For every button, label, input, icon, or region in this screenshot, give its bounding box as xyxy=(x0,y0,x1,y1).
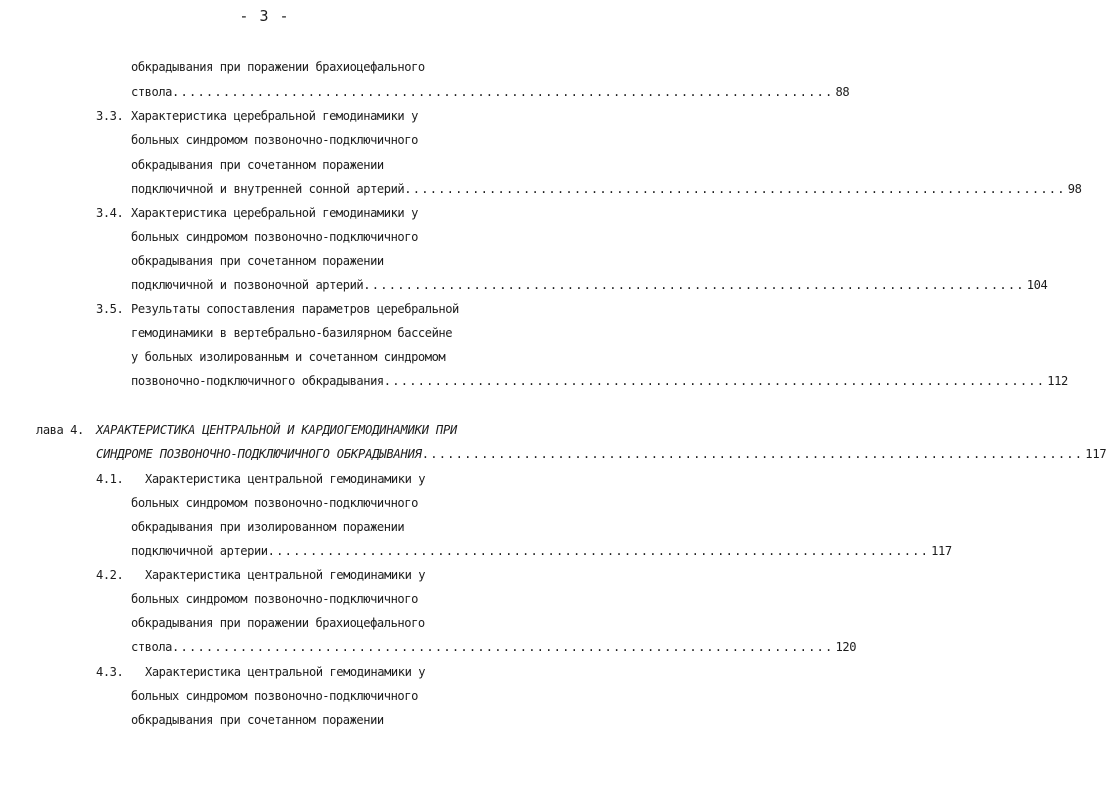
leader-dots: .............................................................................. xyxy=(267,544,930,558)
leader-dots: .............................................................................. xyxy=(363,278,1025,292)
toc-entry-number: 3.5. xyxy=(96,302,124,316)
toc-entry-text: позвоночно-подключичного обкрадывания xyxy=(131,374,384,388)
toc-entry-text: больных синдромом позвоночно-подключичного xyxy=(131,230,418,244)
toc-page-number: 112 xyxy=(1047,374,1068,388)
chapter-title-last-line xyxy=(96,445,1107,463)
toc-page-number: 104 xyxy=(1026,278,1048,292)
toc-entry-text: Характеристика центральной гемодинамики у xyxy=(145,665,426,679)
toc-entry-text: Характеристика центральной гемодинамики у xyxy=(145,472,426,486)
toc-entry-number: 4.1. xyxy=(96,472,124,486)
toc-entry-text: обкрадывания при изолированном поражении xyxy=(131,520,405,534)
toc-page-number: 120 xyxy=(835,640,857,654)
toc-entry-text: подключичной и внутренней сонной артерий xyxy=(131,182,405,196)
toc-entry-text: подключичной артерии xyxy=(131,544,268,558)
page-number: - 3 - xyxy=(239,7,290,25)
toc-page-number: 98 xyxy=(1067,182,1082,196)
toc-entry-text: Характеристика центральной гемодинамики у xyxy=(145,568,426,582)
toc-page-number: 117 xyxy=(1085,447,1107,461)
toc-entry-text: больных синдромом позвоночно-подключичного xyxy=(131,689,418,703)
toc-entry-number: 4.2. xyxy=(96,568,124,582)
toc-page-number: 88 xyxy=(835,85,850,99)
toc-entry-last-line xyxy=(131,542,952,560)
toc-entry-last-line xyxy=(131,180,1082,198)
chapter-title: СИНДРОМЕ ПОЗВОНОЧНО-ПОДКЛЮЧИЧНОГО ОБКРАДЫВАНИЯ xyxy=(96,447,422,461)
toc-entry-text: ствола xyxy=(131,640,172,654)
toc-entry-number: 3.3. xyxy=(96,109,124,123)
toc-entry-last-line xyxy=(131,83,850,101)
toc-page-number: 117 xyxy=(931,544,952,558)
toc-entry-text: обкрадывания при поражении брахиоцефального xyxy=(131,616,425,630)
toc-entry-text: обкрадывания при сочетанном поражении xyxy=(131,158,384,172)
toc-entry-text: Результаты сопоставления параметров церебральной xyxy=(131,302,459,316)
leader-dots: .............................................................................. xyxy=(404,182,1066,196)
toc-entry-text: Характеристика церебральной гемодинамики у xyxy=(131,206,418,220)
toc-entry-text: Характеристика церебральной гемодинамики у xyxy=(131,109,418,123)
toc-entry-text: у больных изолированным и сочетанном синдромом xyxy=(131,350,446,364)
toc-entry-number: 3.4. xyxy=(96,206,124,220)
toc-entry-text: гемодинамики в вертебрально-базилярном бассейне xyxy=(131,326,453,340)
leader-dots: .............................................................................. xyxy=(421,447,1084,461)
toc-entry-text: обкрадывания при сочетанном поражении xyxy=(131,713,384,727)
leader-dots: .............................................................................. xyxy=(172,640,834,654)
toc-entry-last-line xyxy=(131,372,1068,390)
toc-entry-text: ствола xyxy=(131,85,172,99)
toc-entry-text: подключичной и позвоночной артерий xyxy=(131,278,364,292)
toc-entry-text: обкрадывания при поражении брахиоцефального xyxy=(131,60,425,74)
chapter-prefix: лава 4. xyxy=(36,423,84,437)
chapter-title: ХАРАКТЕРИСТИКА ЦЕНТРАЛЬНОЙ И КАРДИОГЕМОДИНАМИКИ ПРИ xyxy=(96,423,458,437)
leader-dots: .............................................................................. xyxy=(383,374,1046,388)
toc-entry-text: больных синдромом позвоночно-подключичного xyxy=(131,592,418,606)
toc-entry-number: 4.3. xyxy=(96,665,124,679)
toc-entry-text: обкрадывания при сочетанном поражении xyxy=(131,254,384,268)
leader-dots: .............................................................................. xyxy=(172,85,834,99)
toc-entry-last-line xyxy=(131,638,857,656)
toc-entry-text: больных синдромом позвоночно-подключичного xyxy=(131,133,418,147)
toc-entry-text: больных синдромом позвоночно-подключичного xyxy=(131,496,418,510)
toc-entry-last-line xyxy=(131,276,1048,294)
